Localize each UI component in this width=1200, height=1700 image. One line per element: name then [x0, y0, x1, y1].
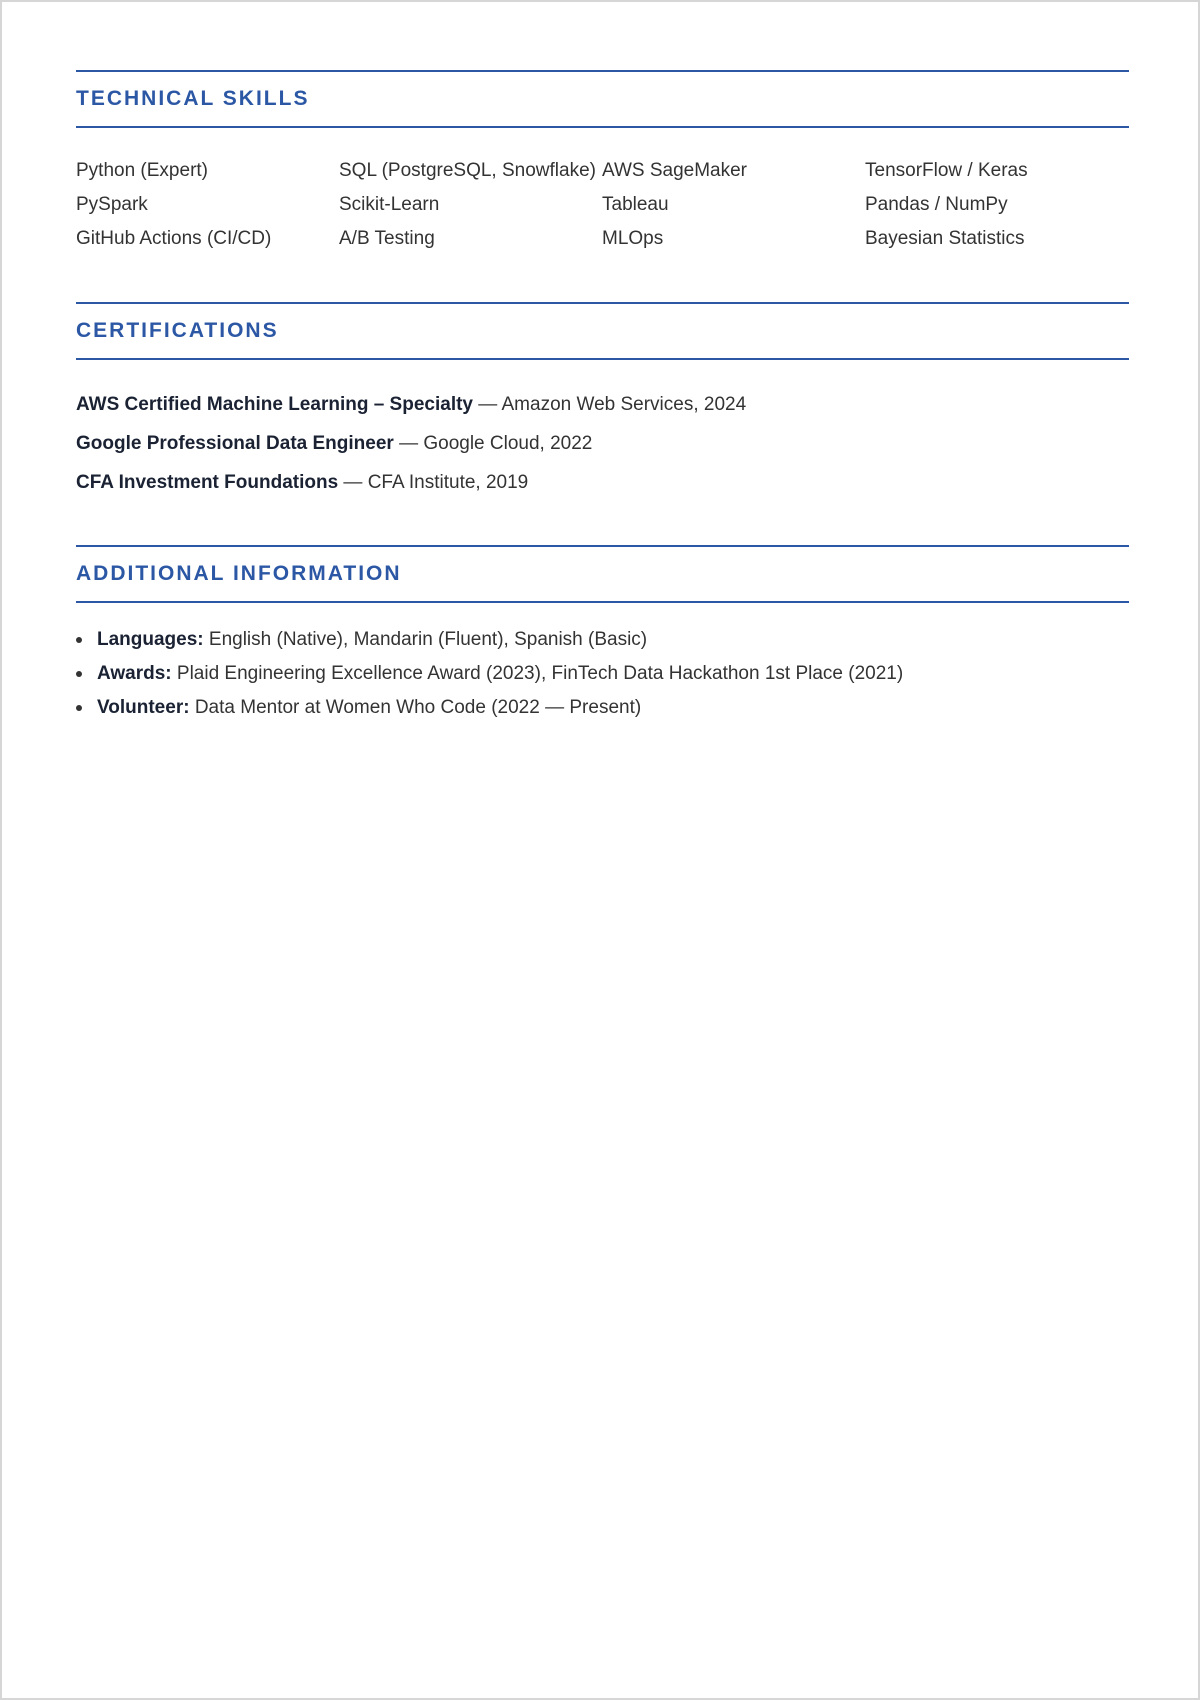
bullet-icon: [76, 671, 82, 677]
certification-detail: — CFA Institute, 2019: [338, 472, 529, 493]
additional-information-section: [76, 545, 1129, 725]
skill-item: Pandas / NumPy: [865, 194, 1008, 215]
certification-detail: — Amazon Web Services, 2024: [473, 394, 747, 415]
info-label: Awards:: [97, 663, 172, 684]
certification-item: [76, 463, 1129, 502]
skill-item: GitHub Actions (CI/CD): [76, 228, 272, 249]
info-text: English (Native), Mandarin (Fluent), Spanish (Basic): [203, 629, 648, 650]
certification-name: CFA Investment Foundations: [76, 472, 339, 493]
info-label: Languages:: [97, 629, 204, 650]
certifications-section: [76, 302, 1129, 502]
additional-info-list: [76, 623, 1129, 725]
skill-item: SQL (PostgreSQL, Snowflake): [339, 160, 596, 181]
certification-item: [76, 385, 1129, 424]
list-item: [76, 657, 1129, 691]
skill-item: MLOps: [602, 228, 664, 249]
certification-name: AWS Certified Machine Learning – Specialty: [76, 394, 473, 415]
section-title: ADDITIONAL INFORMATION: [76, 562, 402, 585]
list-item: [76, 691, 1129, 725]
skill-item: Bayesian Statistics: [865, 228, 1025, 249]
section-header: [76, 302, 1129, 360]
skill-item: Tableau: [602, 194, 669, 215]
info-text: Plaid Engineering Excellence Award (2023), FinTech Data Hackathon 1st Place (2021): [171, 663, 904, 684]
skill-item: A/B Testing: [339, 228, 435, 249]
skill-item: Scikit-Learn: [339, 194, 440, 215]
section-header: [76, 70, 1129, 128]
bullet-icon: [76, 637, 82, 643]
certification-list: [76, 385, 1129, 502]
list-item: [76, 623, 1129, 657]
section-title: TECHNICAL SKILLS: [76, 87, 310, 110]
certification-name: Google Professional Data Engineer: [76, 433, 394, 454]
skill-item: TensorFlow / Keras: [865, 160, 1028, 181]
skill-item: Python (Expert): [76, 160, 208, 181]
section-title: CERTIFICATIONS: [76, 319, 279, 342]
section-header: [76, 545, 1129, 603]
resume-content: [76, 70, 1129, 725]
info-label: Volunteer:: [97, 697, 190, 718]
skill-item: PySpark: [76, 194, 148, 215]
skill-item: AWS SageMaker: [602, 160, 748, 181]
bullet-icon: [76, 705, 82, 711]
info-text: Data Mentor at Women Who Code (2022 — Present): [189, 697, 642, 718]
certification-detail: — Google Cloud, 2022: [393, 433, 593, 454]
certification-item: [76, 424, 1129, 463]
skills-grid: [76, 154, 1129, 256]
technical-skills-section: [76, 70, 1129, 256]
